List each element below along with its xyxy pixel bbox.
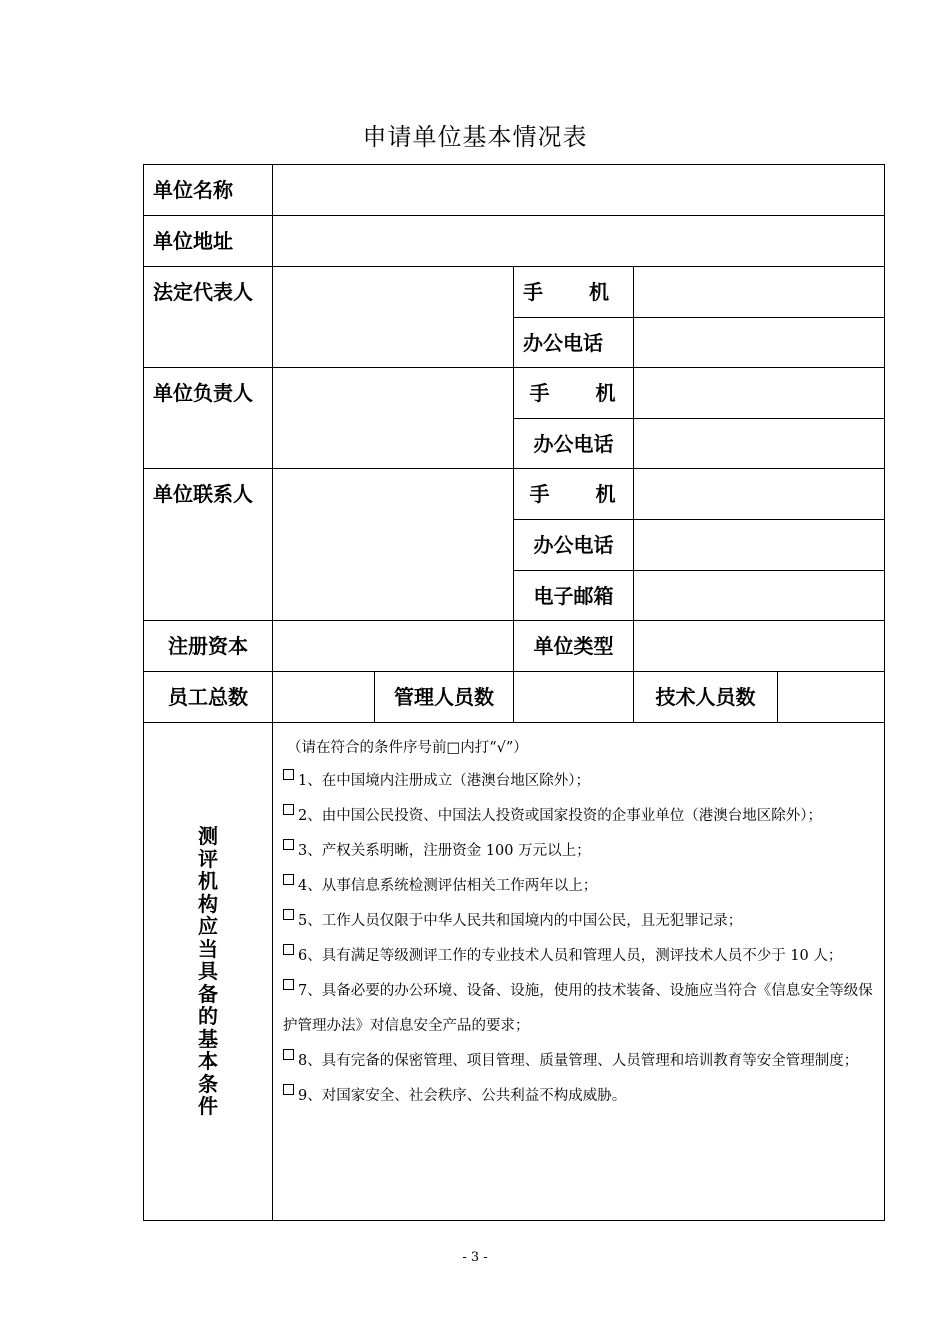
legal-rep-office-phone-label: 办公电话 bbox=[514, 318, 634, 368]
unit-head-field[interactable] bbox=[273, 368, 514, 469]
checkbox-icon[interactable] bbox=[283, 1049, 294, 1060]
requirements-heading-cell bbox=[144, 723, 273, 1221]
registered-capital-field[interactable] bbox=[273, 621, 514, 672]
unit-contact-office-phone-label: 办公电话 bbox=[514, 520, 634, 571]
unit-address-field[interactable] bbox=[273, 216, 885, 267]
legal-rep-mobile-label: 手 机 bbox=[514, 267, 634, 318]
management-staff-label: 管理人员数 bbox=[375, 672, 514, 723]
unit-type-field[interactable] bbox=[634, 621, 885, 672]
unit-contact-email-label: 电子邮箱 bbox=[514, 571, 634, 621]
requirements-heading: 测评机构应当具备的基本条件 bbox=[198, 824, 218, 1118]
legal-rep-field[interactable] bbox=[273, 267, 514, 368]
condition-item: 8、具有完备的保密管理、项目管理、质量管理、人员管理和培训教育等安全管理制度； bbox=[283, 1044, 878, 1079]
condition-item: 1、在中国境内注册成立（港澳台地区除外）； bbox=[283, 764, 878, 799]
total-staff-label: 员工总数 bbox=[144, 672, 273, 723]
unit-head-mobile-field[interactable] bbox=[634, 368, 885, 419]
checkbox-icon[interactable] bbox=[283, 944, 294, 955]
checkbox-icon[interactable] bbox=[283, 874, 294, 885]
condition-item: 6、具有满足等级测评工作的专业技术人员和管理人员，测评技术人员不少于 10 人； bbox=[283, 939, 878, 974]
unit-head-label: 单位负责人 bbox=[144, 368, 273, 469]
management-staff-field[interactable] bbox=[514, 672, 634, 723]
total-staff-field[interactable] bbox=[273, 672, 375, 723]
unit-name-field[interactable] bbox=[273, 165, 885, 216]
condition-item: 9、对国家安全、社会秩序、公共利益不构成威胁。 bbox=[283, 1079, 878, 1114]
unit-address-label: 单位地址 bbox=[144, 216, 273, 267]
condition-item: 2、由中国公民投资、中国法人投资或国家投资的企事业单位（港澳台地区除外）； bbox=[283, 799, 878, 834]
checkbox-icon[interactable] bbox=[283, 769, 294, 780]
checkbox-icon[interactable] bbox=[283, 979, 294, 990]
checkbox-icon[interactable] bbox=[283, 839, 294, 850]
technical-staff-label: 技术人员数 bbox=[634, 672, 778, 723]
unit-head-mobile-label: 手 机 bbox=[514, 368, 634, 419]
page-number: - 3 - bbox=[462, 1250, 488, 1265]
registered-capital-label: 注册资本 bbox=[144, 621, 273, 672]
application-form-table bbox=[143, 164, 885, 1221]
condition-item: 3、产权关系明晰，注册资金 100 万元以上； bbox=[283, 834, 878, 869]
legal-rep-mobile-field[interactable] bbox=[634, 267, 885, 318]
unit-name-label: 单位名称 bbox=[144, 165, 273, 216]
condition-item: 5、工作人员仅限于中华人民共和国境内的中国公民，且无犯罪记录； bbox=[283, 904, 878, 939]
checkbox-icon[interactable] bbox=[283, 1084, 294, 1095]
requirements-list bbox=[273, 723, 885, 1221]
legal-rep-office-phone-field[interactable] bbox=[634, 318, 885, 368]
legal-rep-label: 法定代表人 bbox=[144, 267, 273, 368]
condition-item: 7、具备必要的办公环境、设备、设施，使用的技术装备、设施应当符合《信息安全等级保护管理办法》对信息安全产品的要求； bbox=[283, 974, 878, 1044]
condition-item: 4、从事信息系统检测评估相关工作两年以上； bbox=[283, 869, 878, 904]
unit-head-office-phone-label: 办公电话 bbox=[514, 419, 634, 469]
unit-contact-mobile-label: 手 机 bbox=[514, 469, 634, 520]
page-title: 申请单位基本情况表 bbox=[362, 123, 588, 151]
unit-contact-field[interactable] bbox=[273, 469, 514, 621]
unit-head-office-phone-field[interactable] bbox=[634, 419, 885, 469]
unit-contact-email-field[interactable] bbox=[634, 571, 885, 621]
unit-contact-mobile-field[interactable] bbox=[634, 469, 885, 520]
unit-contact-label: 单位联系人 bbox=[144, 469, 273, 621]
checkbox-icon[interactable] bbox=[283, 909, 294, 920]
conditions-hint: （请在符合的条件序号前□内打“√”） bbox=[287, 740, 528, 756]
unit-contact-office-phone-field[interactable] bbox=[634, 520, 885, 571]
unit-type-label: 单位类型 bbox=[514, 621, 634, 672]
technical-staff-field[interactable] bbox=[778, 672, 885, 723]
checkbox-icon[interactable] bbox=[283, 804, 294, 815]
